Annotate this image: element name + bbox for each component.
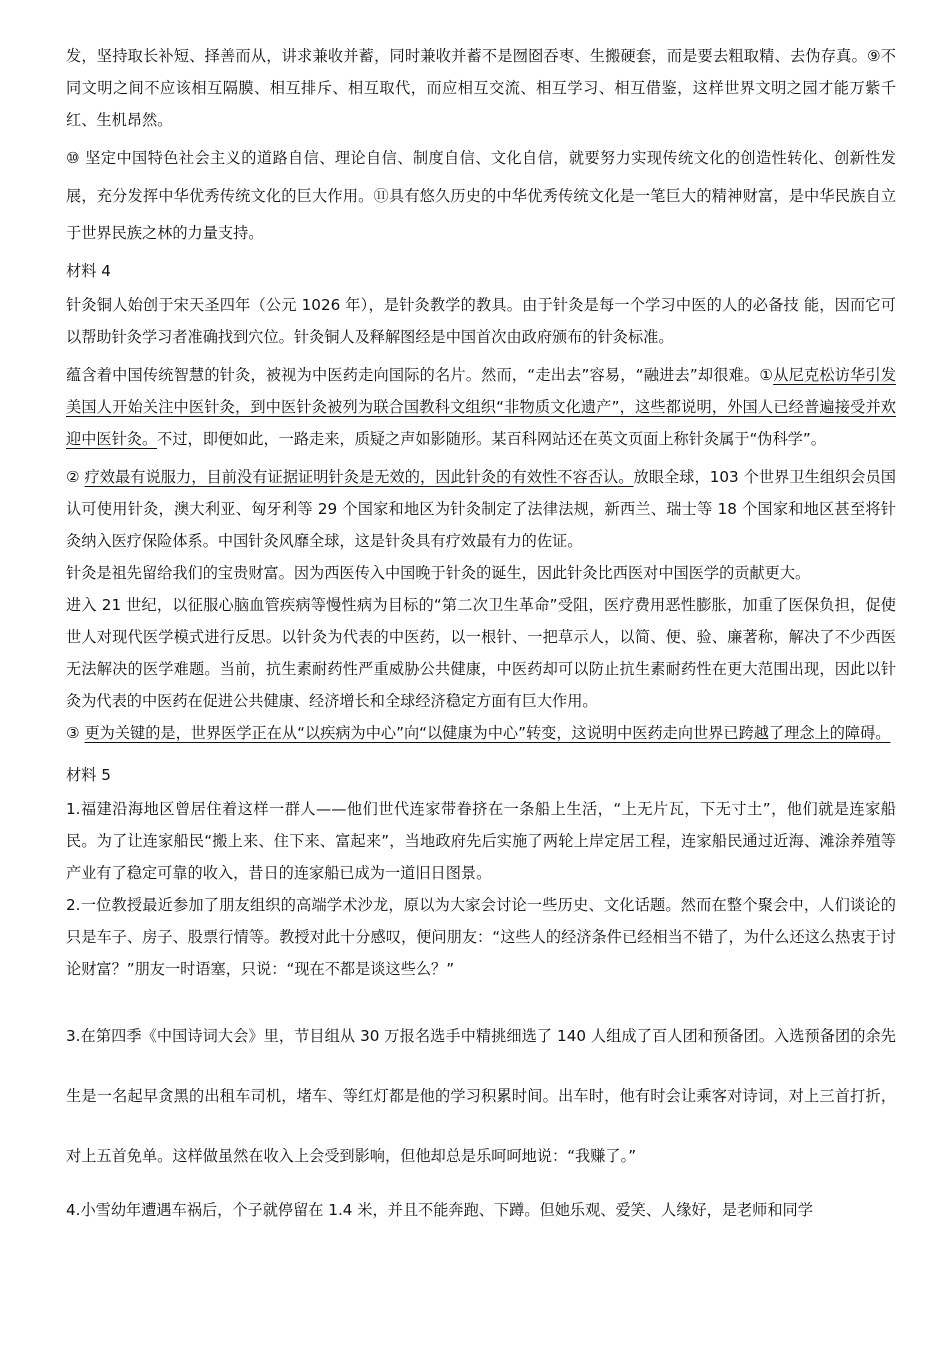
paragraph-civilization: 发，坚持取长补短、择善而从，讲求兼收并蓄，同时兼收并蓄不是囫囵吞枣、生搬硬套，而是要去粗取精、去伪存真。⑨不同文明之间不应该相互隔膜、相互排斥、相互取代，而应相互交流、相互学习、相互借鉴，这样世界文明之园才能万紫千红、生机昂然。 xyxy=(66,47,896,129)
paragraph-acupuncture-international xyxy=(66,359,896,455)
material-5-title: 材料 5 xyxy=(66,765,111,784)
circled-number-marker: ② xyxy=(66,467,85,486)
list-item-fishermen: 1.福建沿海地区曾居住着这样一群人——他们世代连家带眷挤在一条船上生活，“上无片瓦，下无寸土”，他们就是连家船民。为了让连家船民“搬上来、住下来、富起来”，当地政府先后实施了两轮上岸定居工程，连家船民通过近海、滩涂养殖等产业有了稳定可靠的收入，昔日的连家船已成为一道旧日图景。 xyxy=(66,799,896,882)
paragraph-cultural-confidence: ⑩ 坚定中国特色社会主义的道路自信、理论自信、制度自信、文化自信，就要努力实现传统文化的创造性转化、创新性发展，充分发挥中华优秀传统文化的巨大作用。⑪具有悠久历史的中华优秀传统文化是一笔巨大的精神财富，是中华民族自立于世界民族之林的力量支持。 xyxy=(66,149,896,242)
list-item-poetry-conference: 3.在第四季《中国诗词大会》里，节目组从 30 万报名选手中精挑细选了 140 人组成了百人团和预备团。入选预备团的余先生是一名起早贪黑的出租车司机，堵车、等红灯都是他的学习积累时间。出车时，他有时会让乘客对诗词，对上三首打折，对上五首免单。这样做虽然在收入上会受到影响，但他却总是乐呵呵地说：“我赚了。” xyxy=(66,1026,896,1165)
paragraph-medical-model-shift xyxy=(66,717,896,749)
list-item-xiaoxue: 4.小雪幼年遭遇车祸后，个子就停留在 1.4 米，并且不能奔跑、下蹲。但她乐观、爱笑、人缘好，是老师和同学 xyxy=(66,1200,813,1219)
paragraph-ancestral-treasure: 针灸是祖先留给我们的宝贵财富。因为西医传入中国晚于针灸的诞生，因此针灸比西医对中国医学的贡献更大。 xyxy=(66,563,811,582)
paragraph-acupuncture-efficacy xyxy=(66,461,896,557)
underlined-sentence-1: 从尼克松访华引发美国人开始关注中医针灸，到中医针灸被列为联合国教科文组织“非物质文化遗产”，这些都说明，外国人已经普遍接受并欢迎中医针灸。 xyxy=(66,365,897,448)
text-segment: 蕴含着中国传统智慧的针灸，被视为中医药走向国际的名片。然而，“走出去”容易，“融进去”却很难。① xyxy=(66,365,774,384)
material-4-title: 材料 4 xyxy=(66,261,111,280)
underlined-sentence-2: 疗效最有说服力，目前没有证据证明针灸是无效的，因此针灸的有效性不容否认。 xyxy=(84,467,634,486)
underlined-sentence-3: 更为关键的是，世界医学正在从“以疾病为中心”向“以健康为中心”转变，这说明中医药走向世界已跨越了理念上的障碍。 xyxy=(84,723,891,742)
document-page xyxy=(66,40,896,1226)
paragraph-acupuncture-bronze-figure: 针灸铜人始创于宋天圣四年（公元 1026 年），是针灸教学的教具。由于针灸是每一个学习中医的人的必备技 能，因而它可以帮助针灸学习者准确找到穴位。针灸铜人及释解图经是中国首次由政府颁布的针灸标准。 xyxy=(66,295,896,346)
paragraph-21st-century: 进入 21 世纪，以征服心脑血管疾病等慢性病为目标的“第二次卫生革命”受阻，医疗费用恶性膨胀，加重了医保负担，促使世人对现代医学模式进行反思。以针灸为代表的中医药，以一根针、一把草示人，以简、便、验、廉著称，解决了不少西医无法解决的医学难题。当前，抗生素耐药性严重威胁公共健康，中医药却可以防止抗生素耐药性在更大范围出现，因此以针灸为代表的中医药在促进公共健康、经济增长和全球经济稳定方面有巨大作用。 xyxy=(66,595,896,710)
list-item-professor-salon: 2.一位教授最近参加了朋友组织的高端学术沙龙，原以为大家会讨论一些历史、文化话题。然而在整个聚会中，人们谈论的只是车子、房子、股票行情等。教授对此十分感叹，便问朋友：“这些人的经济条件已经相当不错了，为什么还这么热衷于讨论财富？”朋友一时语塞，只说：“现在不都是谈这些么？” xyxy=(66,895,896,978)
text-segment: 不过，即便如此，一路走来，质疑之声如影随形。某百科网站还在英文页面上称针灸属于“伪科学”。 xyxy=(157,429,826,448)
circled-number-marker: ③ xyxy=(66,723,85,742)
text-segment: 放眼全球，103 个世界卫生组织会员国认可使用针灸，澳大利亚、匈牙利等 29 个国家和地区为针灸制定了法律法规，新西兰、瑞士等 18 个国家和地区甚至将针灸纳入医疗保险体系。中国针灸风靡全球，这是针灸具有疗效最有力的佐证。 xyxy=(66,467,896,550)
